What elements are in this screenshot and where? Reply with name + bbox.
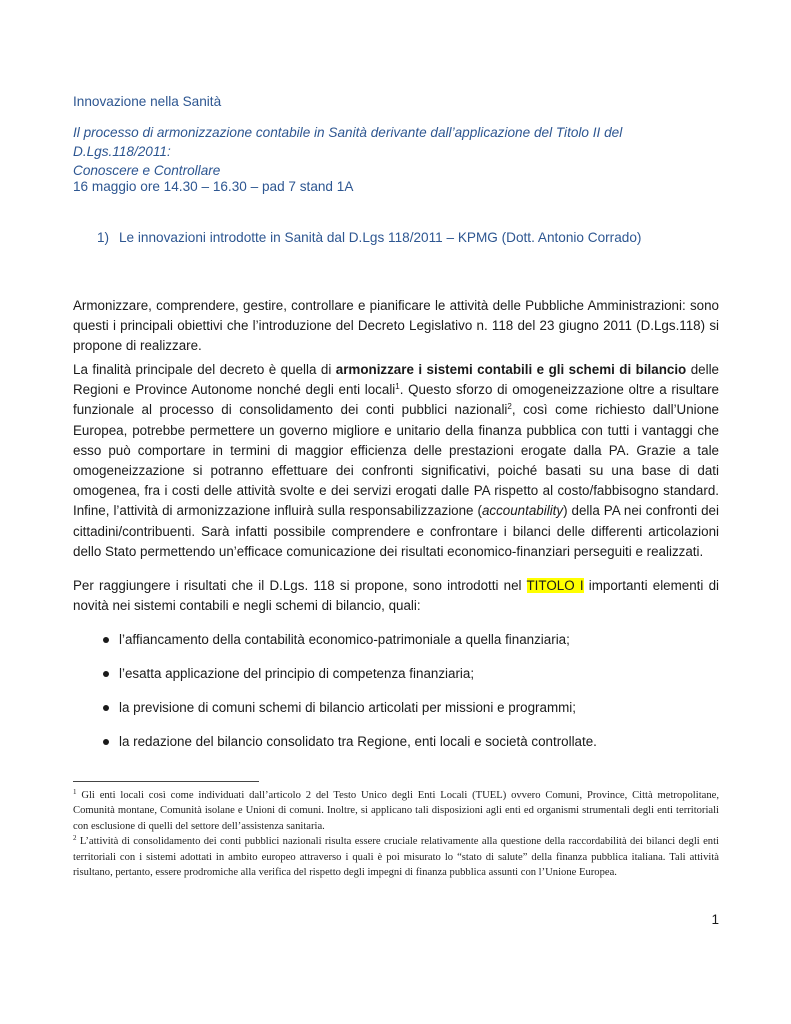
p2-text-c: . Questo sforzo di omogeneizzazione oltre a risultare funzionale al processo di consolidamento dei conti pubblici nazionali xyxy=(73,382,719,418)
footnote-separator xyxy=(73,781,259,782)
footnote-ref-1[interactable]: 1 xyxy=(395,382,400,392)
page-number: 1 xyxy=(711,912,719,927)
p2-italic-text: accountability xyxy=(481,503,564,519)
event-date-line: 16 maggio ore 14.30 – 16.30 – pad 7 stand 1A xyxy=(73,179,354,194)
bullet-dot-icon xyxy=(103,705,109,711)
paragraph-title-one xyxy=(73,576,719,616)
bullet-dot-icon xyxy=(103,671,109,677)
agenda-item-text: Le innovazioni introdotte in Sanità dal D.Lgs 118/2011 – KPMG (Dott. Antonio Corrado) xyxy=(119,230,642,245)
bullet-item-text: l’affiancamento della contabilità economico-patrimoniale a quella finanziaria; xyxy=(119,632,570,647)
p3-text-a: Per raggiungere i risultati che il D.Lgs. 118 si propone, sono introdotti nel xyxy=(73,578,527,593)
subtitle-line-2: Conoscere e Controllare xyxy=(73,163,221,178)
footnotes xyxy=(73,788,719,880)
footnote-1 xyxy=(73,788,719,834)
document-page xyxy=(73,0,719,1024)
document-title: Innovazione nella Sanità xyxy=(73,94,222,109)
agenda-item xyxy=(97,228,641,247)
footnote-2 xyxy=(73,834,719,880)
bullet-item-text: la redazione del bilancio consolidato tra Regione, enti locali e società controllate. xyxy=(119,734,597,749)
footnote-ref-2[interactable]: 2 xyxy=(507,402,512,412)
document-subtitle xyxy=(73,123,719,180)
footnote-mark-1: 1 xyxy=(73,788,77,796)
paragraph-intro xyxy=(73,296,719,357)
p2-text-d: , così come richiesto dall’Unione Europea, potrebbe permettere un governo migliore e unitario della finanza pubblica con tutti i vantaggi che esso può comportare in termini di maggior efficienza delle prestazioni erogate dalla PA. Grazie a tale omogeneizzazione si potranno effettuare dei confronti significativi, poiché basati su una base di dati omogenea, fra i costi delle attività svolte e dei servizi erogati dalle PA rispetto al costo/fabbisogno standard. Infine, l’attività di armonizzazione influirà sulla responsabilizzazione ( xyxy=(73,402,719,519)
p2-bold-text: armonizzare i sistemi contabili e gli schemi di bilancio xyxy=(335,362,687,377)
footnote-2-text: L’attività di consolidamento dei conti pubblici nazionali risulta essere cruciale relativamente alla questione della raccordabilità dei bilanci degli enti territoriali con i sistemi adottati in ambito europeo attraverso i quali è poi misurato lo “stato di salute” della finanza pubblica italiana. Tali attività risultano, pertanto, essere prodromiche alla verifica del rispetto degli impegni di finanza pubblica assunti con l’Unione Europea. xyxy=(73,836,719,879)
bullet-item-text: la previsione di comuni schemi di bilancio articolati per missioni e programmi; xyxy=(119,700,576,715)
p3-text-b: importanti elementi di novità nei sistemi contabili e negli schemi di bilancio, quali: xyxy=(73,578,719,614)
bullet-dot-icon xyxy=(103,739,109,745)
highlighted-text: TITOLO I xyxy=(526,578,584,593)
paragraph-intro-text: Armonizzare, comprendere, gestire, controllare e pianificare le attività delle Pubbliche Amministrazioni: sono questi i principali obiettivi che l’introduzione del Decreto Legislativo n. 118 del 23 giugno 2011 (D.Lgs.118) si propone di realizzare. xyxy=(73,298,719,354)
footnote-1-text: Gli enti locali così come individuati dall’articolo 2 del Testo Unico degli Enti Locali (TUEL) ovvero Comuni, Province, Città metropolitane, Comunità montane, Comunità isolane e Unioni di comuni. Inoltre, si applicano tali disposizioni agli enti ed organismi strumentali degli enti territoriali con esclusione di quelli del settore dell’assistenza sanitaria. xyxy=(73,790,719,832)
bullet-item-text: l’esatta applicazione del principio di competenza finanziaria; xyxy=(119,666,475,681)
subtitle-line-1: Il processo di armonizzazione contabile in Sanità derivante dall’applicazione del Titolo II del D.Lgs.118/2011: xyxy=(73,125,623,159)
p2-text-a: La finalità principale del decreto è quella di xyxy=(73,362,336,377)
p2-text-e: ) della PA nei confronti dei cittadini/contribuenti. Sarà infatti possibile comprendere e confrontare i bilanci delle differenti articolazioni dello Stato permettendo un’efficace comunicazione dei risultati economico-finanziari perseguiti e realizzati. xyxy=(73,503,719,559)
footnote-mark-2: 2 xyxy=(73,834,77,843)
bullet-dot-icon xyxy=(103,637,109,643)
p2-text-b: delle Regioni e Province Autonome nonché degli enti locali xyxy=(73,362,719,398)
agenda-item-number: 1) xyxy=(97,230,110,245)
paragraph-purpose xyxy=(73,360,719,562)
